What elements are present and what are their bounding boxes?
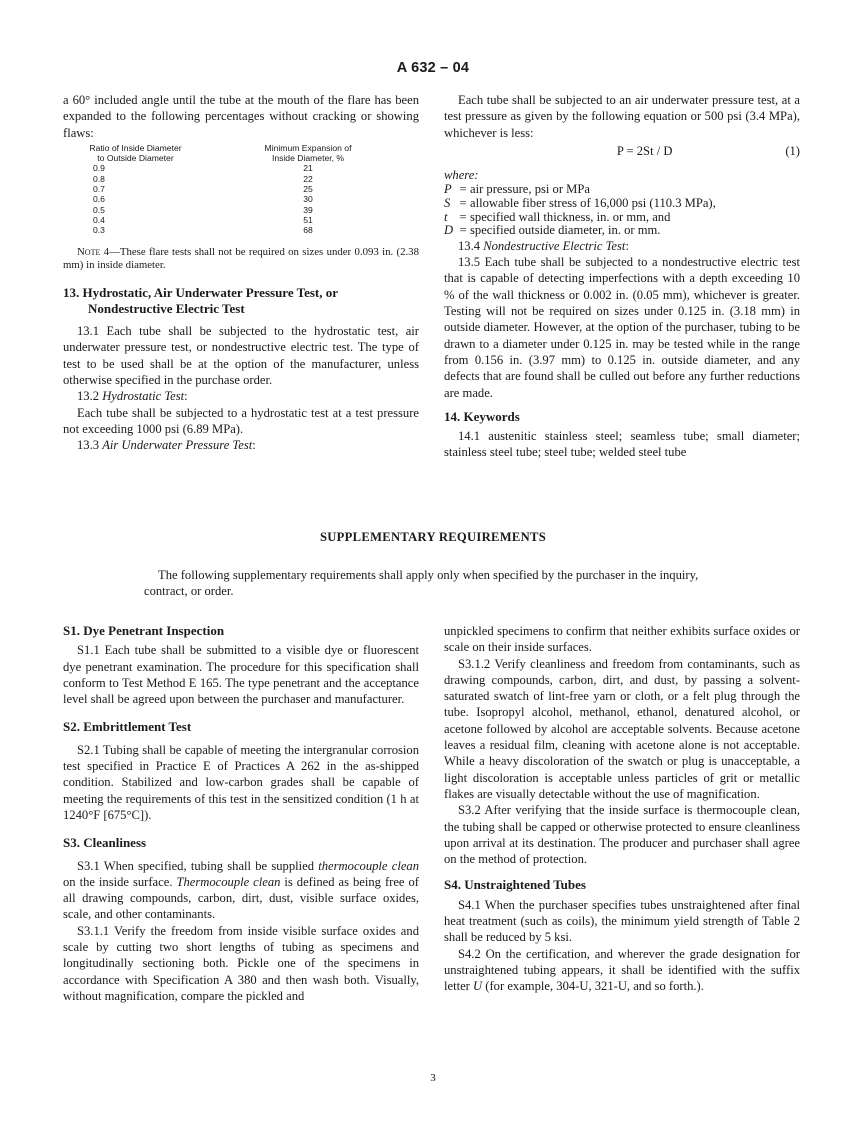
equation-formula: P = 2St / D: [616, 143, 673, 158]
para-s4-1: S4.1 When the purchaser specifies tubes unstraightened after final heat treatment (such as coils), the minimum yield strength of Table 2 shall be reduced by 5 ksi.: [444, 897, 800, 945]
table-row: 0.6 30: [93, 194, 313, 205]
note-4: Note 4—These flare tests shall not be required on sizes under 0.093 in. (2.38 mm) in inside diameter.: [63, 245, 419, 272]
para-s4-2: S4.2 On the certification, and wherever the grade designation for unstraightened tubing appears, it shall be identified with the suffix letter U (for example, 304-U, 321-U, and so forth.).: [444, 946, 800, 994]
definition-row: P = air pressure, psi or MPa: [444, 182, 590, 197]
para-13-3-title: 13.3 Air Underwater Pressure Test:: [77, 438, 256, 453]
para-s3-1: S3.1 When specified, tubing shall be supplied thermocouple clean on the inside surface. Thermocouple clean is defined as being free of all drawing compounds, carbon, dirt, dust, visible surface oxides, scale, and other contaminants.: [63, 858, 420, 922]
para-s1-1: S1.1 Each tube shall be submitted to a visible dye or fluorescent dye penetrant examination. The procedure for this specification shall conform to Test Method E 165. The type penetrant and the acceptance level shall be agreed upon between the purchaser and manufacturer.: [63, 643, 419, 707]
table-row: 0.4 51: [93, 214, 313, 225]
para-s3-1-1: S3.1.1 Verify the freedom from inside visible surface oxides and scale by cutting two short lengths of tubing as specimens and longitudinally sectioning both. Pickle one of the specimens in accordance with Specification A 380 and then wash both. Visually, without magnification, compare the pickled and: [63, 923, 419, 1003]
left-column-bottom: [63, 623, 419, 1004]
section-13-heading: 13. Hydrostatic, Air Underwater Pressure Test, or Nondestructive Electric Test: [63, 284, 339, 316]
where-label: where:: [444, 168, 479, 183]
definition-row: D = specified outside diameter, in. or mm.: [444, 223, 661, 238]
para-s2-1: S2.1 Tubing shall be capable of meeting the intergranular corrosion test specified in Practice E of Practices A 262 in the as-shipped condition. Stabilized and low-carbon grades shall be capable of meeting the requirements of this test in the sensitized condition (1 h at 1240°F [675°C]).: [63, 742, 419, 822]
right-column-bottom: [444, 623, 800, 995]
table-row: 0.9 21: [93, 163, 313, 174]
supplementary-intro: The following supplementary requirements shall apply only when specified by the purchaser in the inquiry, contract, or order.: [144, 568, 699, 599]
equation-definitions: [444, 183, 800, 237]
para-s3-2: S3.2 After verifying that the inside surface is thermocouple clean, the tubing shall be capped or otherwise protected to ensure cleanliness upon arrival at its destination. The producer and purchaser shall agree on the method of protection.: [444, 803, 800, 867]
pressure-equation: [444, 143, 800, 159]
section-14-heading: 14. Keywords: [444, 408, 520, 424]
definition-row: t = specified wall thickness, in. or mm, and: [444, 209, 671, 224]
para-13-2-title: 13.2 Hydrostatic Test:: [77, 389, 188, 404]
s1-heading: S1. Dye Penetrant Inspection: [63, 623, 225, 638]
table-row: 0.3 68: [93, 225, 313, 236]
table-row: 0.8 22: [93, 173, 313, 184]
left-column-top: [63, 92, 419, 454]
flare-expansion-table: [63, 143, 408, 236]
flare-intro: a 60° included angle until the tube at the mouth of the flare has been expanded to the following percentages without cracking or showing flaws:: [63, 93, 419, 140]
para-14-1: 14.1 austenitic stainless steel; seamless tube; small diameter; stainless steel tube; steel tube; welded steel tube: [444, 429, 800, 460]
para-13-4: 13.4 Nondestructive Electric Test:: [458, 238, 629, 253]
supplementary-title: SUPPLEMENTARY REQUIREMENTS: [319, 530, 547, 544]
right-column-top: [444, 92, 800, 461]
table-row: 0.7 25: [93, 184, 313, 195]
table-header-ratio: Ratio of Inside Diameter to Outside Diameter: [89, 142, 182, 164]
document-designation: A 632 – 04: [396, 60, 470, 76]
page-number: 3: [430, 1072, 436, 1084]
para-s3-1-2: S3.1.2 Verify cleanliness and freedom from contaminants, such as drawing compounds, carbon, dirt, and dust, by passing a solvent-saturated swatch of lint-free yarn or cloth, or a felt plug through the tube. Isopropyl alcohol, methanol, ethanol, denatured alcohol, or acetone followed by alcohol are acceptable solvents. Because acetone leaves a residual film, cleaning with acetone alone is not acceptable. While a heavy discoloration of the swatch or plug is unacceptable, a light discoloration is acceptable unless particles of grit or metallic flakes are visually detectable without the use of magnification.: [444, 656, 800, 801]
para-air-pressure: Each tube shall be subjected to an air underwater pressure test, at a test pressure as given by the following equation or 500 psi (3.4 MPa), whichever is less:: [444, 93, 800, 140]
table-header-expansion: Minimum Expansion of Inside Diameter, %: [264, 142, 352, 164]
equation-number: (1): [785, 143, 800, 158]
para-13-5: 13.5 Each tube shall be subjected to a nondestructive electric test that is capable of detecting imperfections with a depth exceeding 10 % of the wall thickness or 0.002 in. (0.05 mm), whichever is greater. Testing will not be required on sizes under 0.125 in. (3.18 mm) in outside diameter. However, at the option of the purchaser, tubing to be drawn to a diameter under 0.125 in. may be tested while in the range from 0.156 in. (3.97 mm) to 0.125 in. outside diameter, and any defects that are found shall be culled out before any further reductions are made.: [444, 255, 800, 400]
s2-heading: S2. Embrittlement Test: [63, 719, 192, 735]
table-row: 0.5 39: [93, 204, 313, 215]
para-13-1: 13.1 Each tube shall be subjected to the hydrostatic test, air underwater pressure test, or nondestructive electric test. The type of test to be used shall be at the option of the manufacturer, unless otherwise specified in the purchase order.: [63, 324, 419, 388]
s3-heading: S3. Cleanliness: [63, 835, 147, 851]
s4-heading: S4. Unstraightened Tubes: [444, 877, 586, 893]
definition-row: S = allowable fiber stress of 16,000 psi (110.3 MPa),: [444, 196, 716, 211]
para-s3-1-1-continued: unpickled specimens to confirm that neither exhibits surface oxides or scale on their inside surfaces.: [444, 624, 800, 655]
para-13-2-body: Each tube shall be subjected to a hydrostatic test at a test pressure not exceeding 1000 psi (6.89 MPa).: [63, 405, 419, 436]
